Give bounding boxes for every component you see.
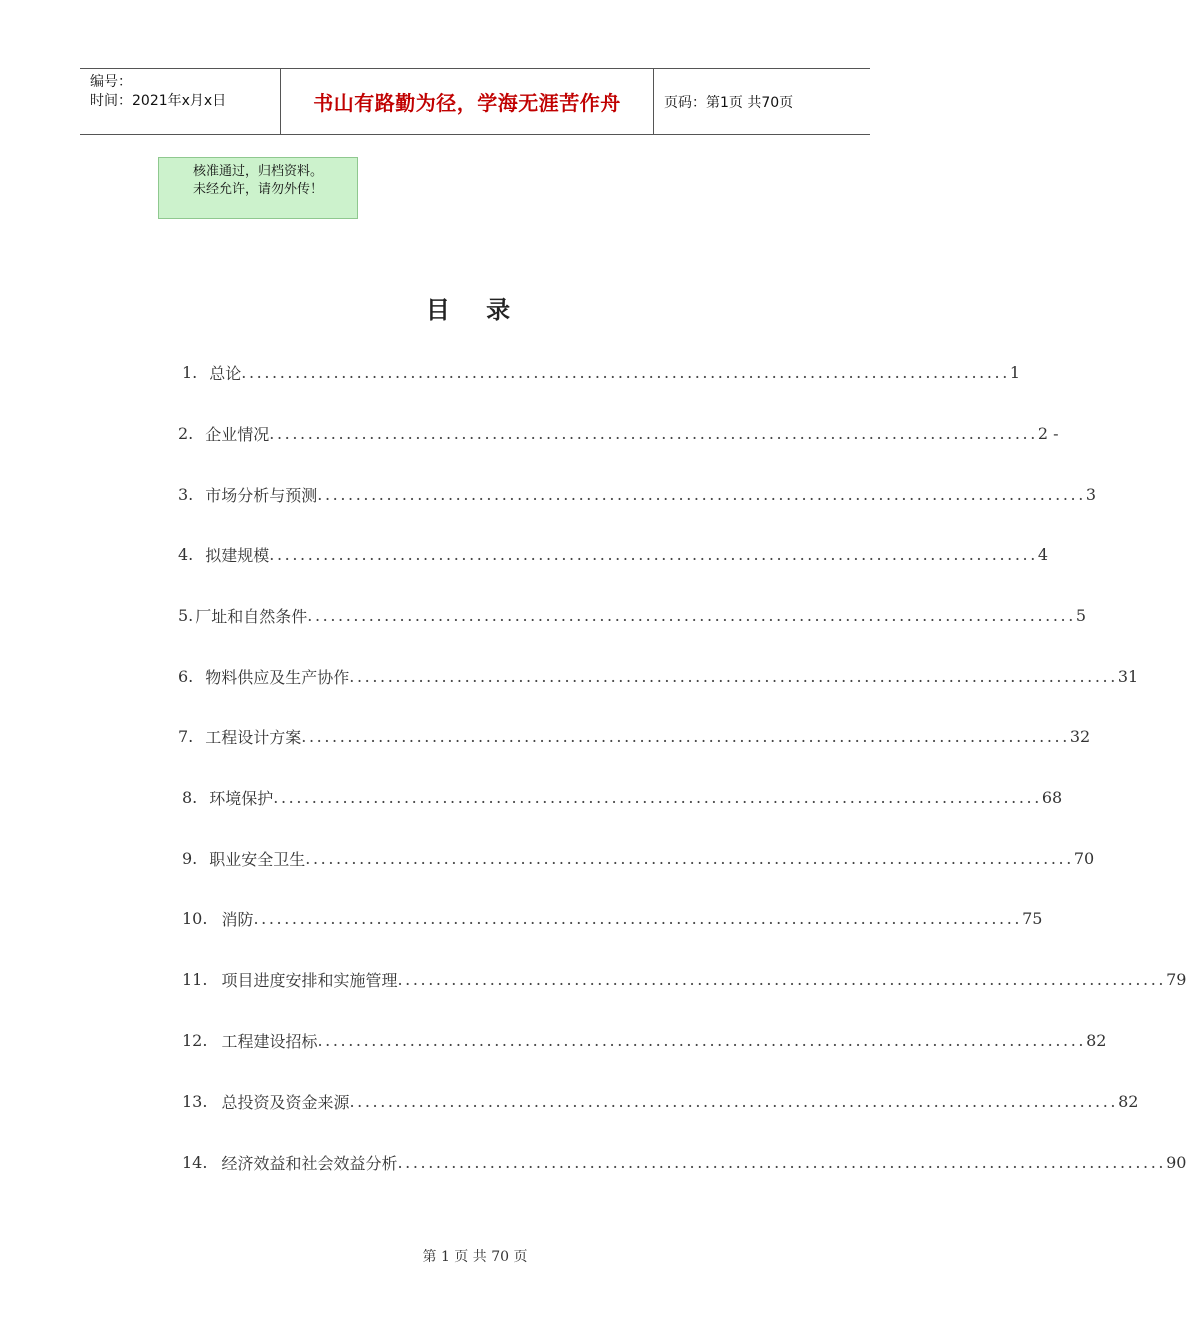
- toc-leader-dots: ....................................................................................................: [397, 969, 1167, 989]
- toc-entry[interactable]: [178, 542, 1049, 566]
- toc-leader-dots: ....................................................................................................: [349, 1091, 1119, 1111]
- toc-entry-number: 3.: [178, 484, 194, 504]
- toc-entry-label: 市场分析与预测: [205, 485, 318, 505]
- toc-entry-number: 10.: [182, 908, 208, 928]
- toc-entry[interactable]: [178, 482, 1097, 506]
- toc-entry[interactable]: [182, 846, 1095, 870]
- toc-entry-label: 经济效益和社会效益分析: [221, 1153, 398, 1173]
- toc-entry-label: 总投资及资金来源: [221, 1092, 350, 1112]
- toc-entry-label: 工程设计方案: [205, 727, 302, 747]
- toc-leader-dots: ....................................................................................................: [269, 544, 1038, 564]
- toc-entry-number: 6.: [178, 666, 194, 686]
- toc-entry-number: 8.: [182, 787, 198, 807]
- toc-leader-dots: ....................................................................................................: [397, 1152, 1167, 1172]
- header-page-info: 页码：第1页 共70页: [664, 94, 794, 111]
- toc-entry[interactable]: [178, 724, 1091, 748]
- document-number-label: 编号：: [90, 74, 132, 90]
- toc-leader-dots: ....................................................................................................: [241, 362, 1010, 382]
- toc-leader-dots: ....................................................................................................: [349, 666, 1118, 686]
- header-motto: 书山有路勤为径，学海无涯苦作舟: [281, 69, 654, 134]
- toc-entry-page: 70: [1073, 848, 1095, 868]
- toc-entry[interactable]: [182, 785, 1063, 809]
- toc-entry-label: 企业情况: [205, 424, 270, 444]
- toc-entry-number: 2.: [178, 423, 194, 443]
- toc-entry-number: 13.: [182, 1091, 208, 1111]
- toc-entry-page: 90: [1166, 1152, 1186, 1172]
- toc-entry[interactable]: [182, 967, 1186, 991]
- toc-entry-page: 82: [1086, 1030, 1107, 1050]
- toc-entry-page: 79: [1166, 969, 1186, 989]
- toc-entry-page: 31: [1117, 666, 1139, 686]
- toc-leader-dots: ....................................................................................................: [269, 423, 1038, 443]
- toc-entry-label: 职业安全卫生: [209, 849, 306, 869]
- toc-entry-number: 7.: [178, 726, 194, 746]
- toc-entry-page: 5: [1075, 605, 1087, 625]
- toc-entry-page: 82: [1118, 1091, 1139, 1111]
- toc-entry-number: 5.: [178, 605, 194, 625]
- toc-leader-dots: ....................................................................................................: [317, 484, 1086, 504]
- toc-entry-number: 1.: [182, 362, 198, 382]
- toc-entry-number: 12.: [182, 1030, 208, 1050]
- toc-entry-page: 2 -: [1037, 423, 1059, 443]
- document-date: 时间：2021年x月x日: [90, 93, 227, 109]
- toc-entry-label: 环境保护: [209, 788, 274, 808]
- toc-entry-label: 物料供应及生产协作: [205, 667, 350, 687]
- toc-leader-dots: ....................................................................................................: [307, 605, 1076, 625]
- toc-entry-number: 9.: [182, 848, 198, 868]
- toc-entry-page: 32: [1069, 726, 1091, 746]
- toc-entry-label: 消防: [221, 909, 254, 929]
- toc-entry-label: 总论: [209, 363, 242, 383]
- toc-entry[interactable]: [182, 360, 1021, 384]
- toc-entry[interactable]: [182, 1028, 1107, 1052]
- toc-entry[interactable]: [182, 906, 1043, 930]
- toc-entry-page: 3: [1085, 484, 1097, 504]
- toc-entry-page: 4: [1037, 544, 1049, 564]
- toc-entry-label: 厂址和自然条件: [195, 606, 308, 626]
- toc-entry-number: 14.: [182, 1152, 208, 1172]
- stamp-line-2: 未经允许，请勿外传！: [192, 182, 323, 197]
- toc-entry[interactable]: [178, 664, 1139, 688]
- toc-entry-number: 11.: [182, 969, 208, 989]
- toc-entry-label: 项目进度安排和实施管理: [221, 970, 398, 990]
- toc-entry-page: 1: [1009, 362, 1021, 382]
- toc-entry-page: 75: [1022, 908, 1043, 928]
- toc-entry-label: 拟建规模: [205, 545, 270, 565]
- toc-entry-page: 68: [1041, 787, 1063, 807]
- toc-entry[interactable]: [182, 1089, 1139, 1113]
- toc-leader-dots: ....................................................................................................: [253, 908, 1023, 928]
- page-footer: 第 1 页 共 70 页: [422, 1249, 528, 1265]
- toc-title: 目 录: [425, 295, 525, 324]
- toc-entry-number: 4.: [178, 544, 194, 564]
- toc-entry-label: 工程建设招标: [221, 1031, 318, 1051]
- toc-entry[interactable]: [182, 1150, 1186, 1174]
- toc-entry[interactable]: [178, 603, 1087, 627]
- stamp-line-1: 核准通过，归档资料。: [192, 164, 323, 179]
- toc-leader-dots: ....................................................................................................: [301, 726, 1070, 746]
- toc-leader-dots: ....................................................................................................: [317, 1030, 1087, 1050]
- toc-entry[interactable]: [178, 421, 1059, 445]
- toc-leader-dots: ....................................................................................................: [273, 787, 1042, 807]
- toc-leader-dots: ....................................................................................................: [305, 848, 1074, 868]
